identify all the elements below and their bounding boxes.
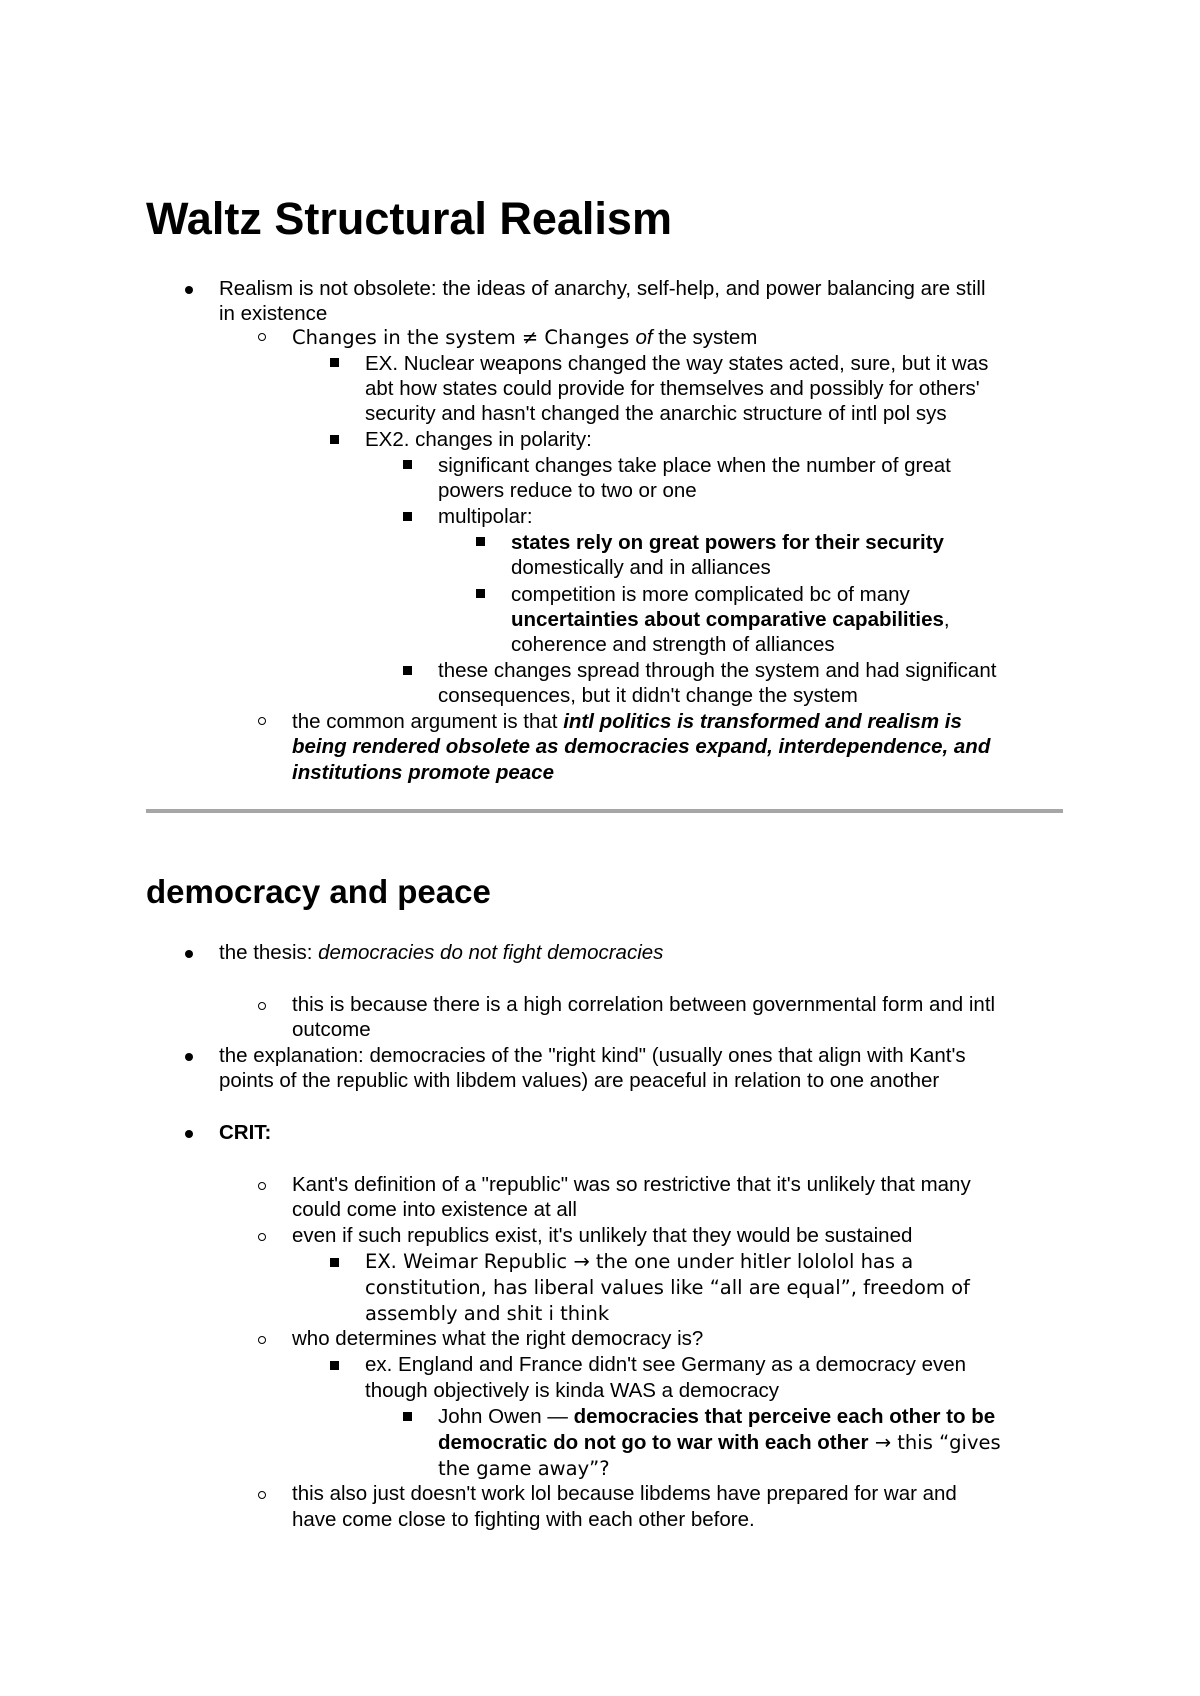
list-item-text: the game away”? xyxy=(438,1457,610,1480)
bullet-circle-icon xyxy=(258,1336,266,1344)
horizontal-rule xyxy=(146,809,1063,813)
list-item-text: constitution, has liberal values like “all are equal”, freedom of xyxy=(365,1276,970,1299)
list-item-text: the explanation: democracies of the "right kind" (usually ones that align with Kant's xyxy=(219,1044,966,1067)
section-heading-democracy: democracy and peace xyxy=(146,873,491,910)
list-item-text: this also just doesn't work lol because libdems have prepared for war and xyxy=(292,1482,957,1505)
list-item-text: John Owen — democracies that perceive each other to be xyxy=(438,1405,996,1428)
bullet-square-icon xyxy=(476,537,485,546)
list-item-text: Kant's definition of a "republic" was so restrictive that it's unlikely that many xyxy=(292,1173,971,1196)
list-item-text: institutions promote peace xyxy=(292,761,554,784)
bullet-circle-icon xyxy=(258,1233,266,1241)
bullet-dot-icon xyxy=(185,286,193,294)
list-item-text: though objectively is kinda WAS a democracy xyxy=(365,1379,779,1402)
list-item-text: this is because there is a high correlation between governmental form and intl xyxy=(292,993,996,1016)
section-heading-waltz: Waltz Structural Realism xyxy=(146,193,672,244)
list-item-text: these changes spread through the system and had significant xyxy=(438,659,997,682)
list-item-text: CRIT: xyxy=(219,1121,272,1144)
list-item-text: significant changes take place when the number of great xyxy=(438,454,951,477)
bullet-dot-icon xyxy=(185,1053,193,1061)
list-item-text: the thesis: democracies do not fight democracies xyxy=(219,941,664,964)
bullet-square-icon xyxy=(330,358,339,367)
list-item-text: the common argument is that intl politics is transformed and realism is xyxy=(292,710,962,733)
bullet-square-icon xyxy=(330,1361,339,1370)
list-item-text: who determines what the right democracy is? xyxy=(292,1327,704,1350)
list-item-text: coherence and strength of alliances xyxy=(511,633,835,656)
list-item-text: abt how states could provide for themselves and possibly for others' xyxy=(365,377,980,400)
list-item-text: EX. Weimar Republic → the one under hitler lololol has a xyxy=(365,1250,914,1273)
bullet-circle-icon xyxy=(258,1002,266,1010)
bullet-square-icon xyxy=(330,1258,339,1267)
list-item-text: EX. Nuclear weapons changed the way states acted, sure, but it was xyxy=(365,352,989,375)
list-item-text: in existence xyxy=(219,302,328,325)
list-item-text: ex. England and France didn't see Germany as a democracy even xyxy=(365,1353,967,1376)
list-item-text: consequences, but it didn't change the system xyxy=(438,684,858,707)
bullet-circle-icon xyxy=(258,1182,266,1190)
list-item-text: outcome xyxy=(292,1018,371,1041)
bullet-square-icon xyxy=(403,666,412,675)
bullet-dot-icon xyxy=(185,950,193,958)
list-item-text: competition is more complicated bc of many xyxy=(511,583,910,606)
bullet-circle-icon xyxy=(258,333,266,341)
bullet-square-icon xyxy=(403,512,412,521)
list-item-text: powers reduce to two or one xyxy=(438,479,697,502)
list-item-text: domestically and in alliances xyxy=(511,556,771,579)
list-item-text: EX2. changes in polarity: xyxy=(365,428,592,451)
list-item-text: security and hasn't changed the anarchic structure of intl pol sys xyxy=(365,402,947,425)
list-item-text: assembly and shit i think xyxy=(365,1302,610,1325)
bullet-square-icon xyxy=(476,589,485,598)
bullet-circle-icon xyxy=(258,1491,266,1499)
list-item-text: could come into existence at all xyxy=(292,1198,577,1221)
list-item-text: even if such republics exist, it's unlikely that they would be sustained xyxy=(292,1224,913,1247)
bullet-square-icon xyxy=(403,460,412,469)
bullet-square-icon xyxy=(403,1412,412,1421)
list-item-text: have come close to fighting with each other before. xyxy=(292,1508,755,1531)
list-item-text: multipolar: xyxy=(438,505,533,528)
list-item-text: democratic do not go to war with each other → this “gives xyxy=(438,1431,1001,1454)
list-item-text: points of the republic with libdem values) are peaceful in relation to one another xyxy=(219,1069,940,1092)
list-item-text: states rely on great powers for their security xyxy=(511,531,944,554)
list-item-text: being rendered obsolete as democracies expand, interdependence, and xyxy=(292,735,991,758)
list-item-text: Realism is not obsolete: the ideas of anarchy, self-help, and power balancing are still xyxy=(219,277,986,300)
bullet-square-icon xyxy=(330,435,339,444)
bullet-dot-icon xyxy=(185,1130,193,1138)
list-item-text: uncertainties about comparative capabilities, xyxy=(511,608,950,631)
list-item-text: Changes in the system ≠ Changes of the system xyxy=(292,326,758,349)
bullet-circle-icon xyxy=(258,717,266,725)
